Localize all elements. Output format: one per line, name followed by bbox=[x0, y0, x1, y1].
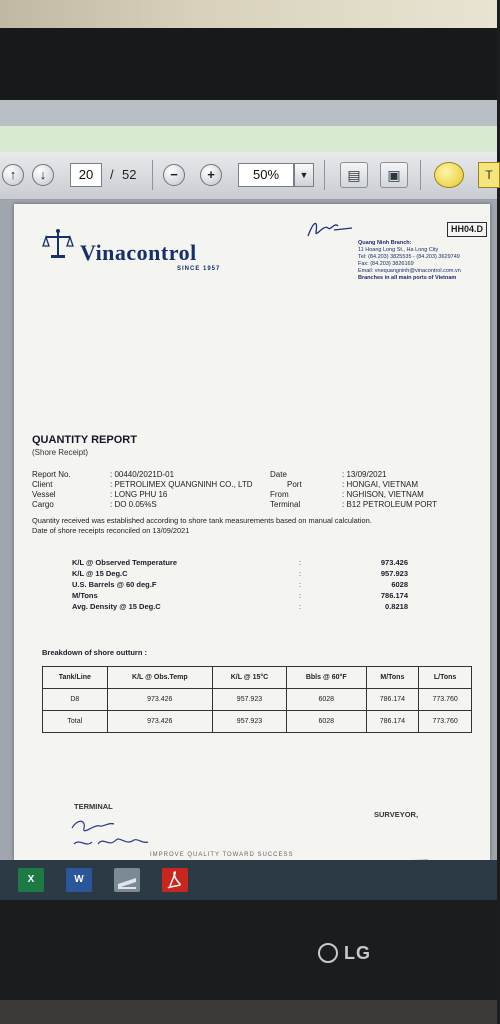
cargo-label: Cargo bbox=[32, 500, 54, 509]
report-no-value: : 00440/2021D-01 bbox=[110, 470, 175, 479]
monitor-bezel-bottom bbox=[0, 900, 497, 1000]
port-label: Port bbox=[287, 480, 302, 489]
excel-icon[interactable]: X bbox=[18, 868, 44, 892]
scanner-icon[interactable] bbox=[114, 868, 140, 892]
form-code: HH04.D bbox=[447, 222, 487, 237]
toolbar-divider bbox=[324, 160, 325, 190]
scales-logo-icon bbox=[42, 228, 74, 260]
table-header-row bbox=[43, 667, 472, 689]
fit-page-icon[interactable]: ▣ bbox=[380, 162, 408, 188]
branch-info bbox=[358, 240, 490, 282]
quantity-separator: : bbox=[299, 580, 302, 589]
quantity-value: 0.8218 bbox=[385, 602, 408, 611]
terminal-value: : B12 PETROLEUM PORT bbox=[342, 500, 437, 509]
column-header: K/L @ 15°C bbox=[212, 667, 286, 689]
arrow-down-icon[interactable]: ↓ bbox=[32, 164, 54, 186]
company-since: SINCE 1957 bbox=[177, 266, 221, 272]
from-label: From bbox=[270, 490, 289, 499]
table-row bbox=[43, 689, 472, 711]
branch-email: Email: vnequangninh@vinacontrol.com.vn bbox=[358, 268, 461, 274]
page-number-input[interactable]: 20 bbox=[70, 163, 102, 187]
quantity-label: K/L @ 15 Deg.C bbox=[72, 569, 128, 578]
quantity-separator: : bbox=[299, 558, 302, 567]
comment-icon[interactable] bbox=[434, 162, 464, 188]
report-no-label: Report No. bbox=[32, 470, 71, 479]
column-header: M/Tons bbox=[366, 667, 419, 689]
client-value: : PETROLIMEX QUANGNINH CO., LTD bbox=[110, 480, 253, 489]
word-icon[interactable]: W bbox=[66, 868, 92, 892]
table-cell: 773.760 bbox=[419, 711, 472, 733]
column-header: L/Tons bbox=[419, 667, 472, 689]
background-wall bbox=[0, 0, 497, 28]
port-value: : HONGAI, VIETNAM bbox=[342, 480, 419, 489]
pdf-page bbox=[14, 204, 490, 860]
quantity-separator: : bbox=[299, 591, 302, 600]
total-pages: 52 bbox=[122, 167, 137, 182]
quantity-label: Avg. Density @ 15 Deg.C bbox=[72, 602, 161, 611]
lg-logo-icon bbox=[318, 943, 338, 963]
arrow-up-icon[interactable]: ↑ bbox=[2, 164, 24, 186]
monitor-bezel-top bbox=[0, 28, 497, 100]
branch-name: Quang Ninh Branch: bbox=[358, 240, 412, 246]
table-cell: 973.426 bbox=[107, 711, 212, 733]
branch-fax: Fax: (84.203) 3826169 bbox=[358, 261, 414, 267]
terminal-label: Terminal bbox=[270, 500, 301, 509]
minus-icon[interactable]: − bbox=[163, 164, 185, 186]
quantity-separator: : bbox=[299, 602, 302, 611]
toolbar-divider bbox=[152, 160, 153, 190]
window-frame bbox=[0, 100, 497, 126]
monitor-screen bbox=[0, 100, 497, 900]
table-cell: D8 bbox=[43, 689, 108, 711]
branch-address: 11 Hoang Long St., Ha Long City bbox=[358, 247, 439, 253]
highlight-text-icon[interactable]: T bbox=[478, 162, 500, 188]
toolbar-divider bbox=[420, 160, 421, 190]
table-cell: 786.174 bbox=[366, 689, 419, 711]
table-cell: 957.923 bbox=[212, 711, 286, 733]
zoom-dropdown-icon[interactable]: ▼ bbox=[294, 163, 314, 187]
page-separator: / bbox=[110, 167, 114, 182]
client-label: Client bbox=[32, 480, 53, 489]
branch-note: Branches in all main ports of Vietnam bbox=[358, 275, 457, 281]
statement-date: Date of shore receipts reconciled on 13/09/2021 bbox=[32, 526, 190, 535]
date-label: Date bbox=[270, 470, 287, 479]
column-header: Bbls @ 60°F bbox=[286, 667, 366, 689]
quantity-value: 973.426 bbox=[380, 558, 408, 567]
quantity-value: 957.923 bbox=[380, 569, 408, 578]
pdf-toolbar bbox=[0, 152, 497, 200]
breakdown-label: Breakdown of shore outturn : bbox=[42, 648, 147, 657]
quantity-value: 6028 bbox=[391, 580, 408, 589]
zoom-input[interactable]: 50% bbox=[238, 163, 294, 187]
quantity-value: 786.174 bbox=[380, 591, 408, 600]
terminal-signature bbox=[64, 814, 164, 856]
table-cell: 6028 bbox=[286, 711, 366, 733]
branch-tel: Tel: (84.203) 3825535 - (84.203) 3629749 bbox=[358, 254, 460, 260]
statement-method: Quantity received was established according to shore tank measurements based on manual calculation. bbox=[32, 516, 372, 525]
company-logo: Vinacontrol bbox=[80, 240, 197, 265]
from-value: : NGHISON, VIETNAM bbox=[342, 490, 424, 499]
table-cell: 786.174 bbox=[366, 711, 419, 733]
desk-surface bbox=[0, 1000, 497, 1024]
monitor-brand: LG bbox=[344, 943, 371, 963]
approval-initial-signature bbox=[304, 216, 360, 244]
quantity-label: K/L @ Observed Temperature bbox=[72, 558, 177, 567]
ribbon-band bbox=[0, 126, 497, 152]
vessel-label: Vessel bbox=[32, 490, 56, 499]
outturn-table bbox=[42, 666, 472, 733]
table-cell: Total bbox=[43, 711, 108, 733]
taskbar bbox=[0, 860, 497, 900]
surveyor-signature-label: SURVEYOR, bbox=[374, 810, 419, 819]
date-value: : 13/09/2021 bbox=[342, 470, 387, 479]
cargo-value: : DO 0.05%S bbox=[110, 500, 157, 509]
report-subtitle: (Shore Receipt) bbox=[32, 448, 89, 457]
quantity-label: M/Tons bbox=[72, 591, 98, 600]
table-cell: 6028 bbox=[286, 689, 366, 711]
quantity-label: U.S. Barrels @ 60 deg.F bbox=[72, 580, 157, 589]
terminal-signature-label: TERMINAL bbox=[74, 802, 113, 811]
company-motto: IMPROVE QUALITY TOWARD SUCCESS bbox=[150, 852, 294, 858]
column-header: Tank/Line bbox=[43, 667, 108, 689]
table-cell: 973.426 bbox=[107, 689, 212, 711]
table-cell: 957.923 bbox=[212, 689, 286, 711]
column-header: K/L @ Obs.Temp bbox=[107, 667, 212, 689]
quantity-separator: : bbox=[299, 569, 302, 578]
table-cell: 773.760 bbox=[419, 689, 472, 711]
pdf-icon[interactable] bbox=[162, 868, 188, 892]
fit-width-icon[interactable]: ▤ bbox=[340, 162, 368, 188]
document-viewer[interactable] bbox=[0, 200, 497, 860]
vessel-value: : LONG PHU 16 bbox=[110, 490, 168, 499]
table-row bbox=[43, 711, 472, 733]
report-title: QUANTITY REPORT bbox=[32, 434, 137, 446]
plus-icon[interactable]: + bbox=[200, 164, 222, 186]
